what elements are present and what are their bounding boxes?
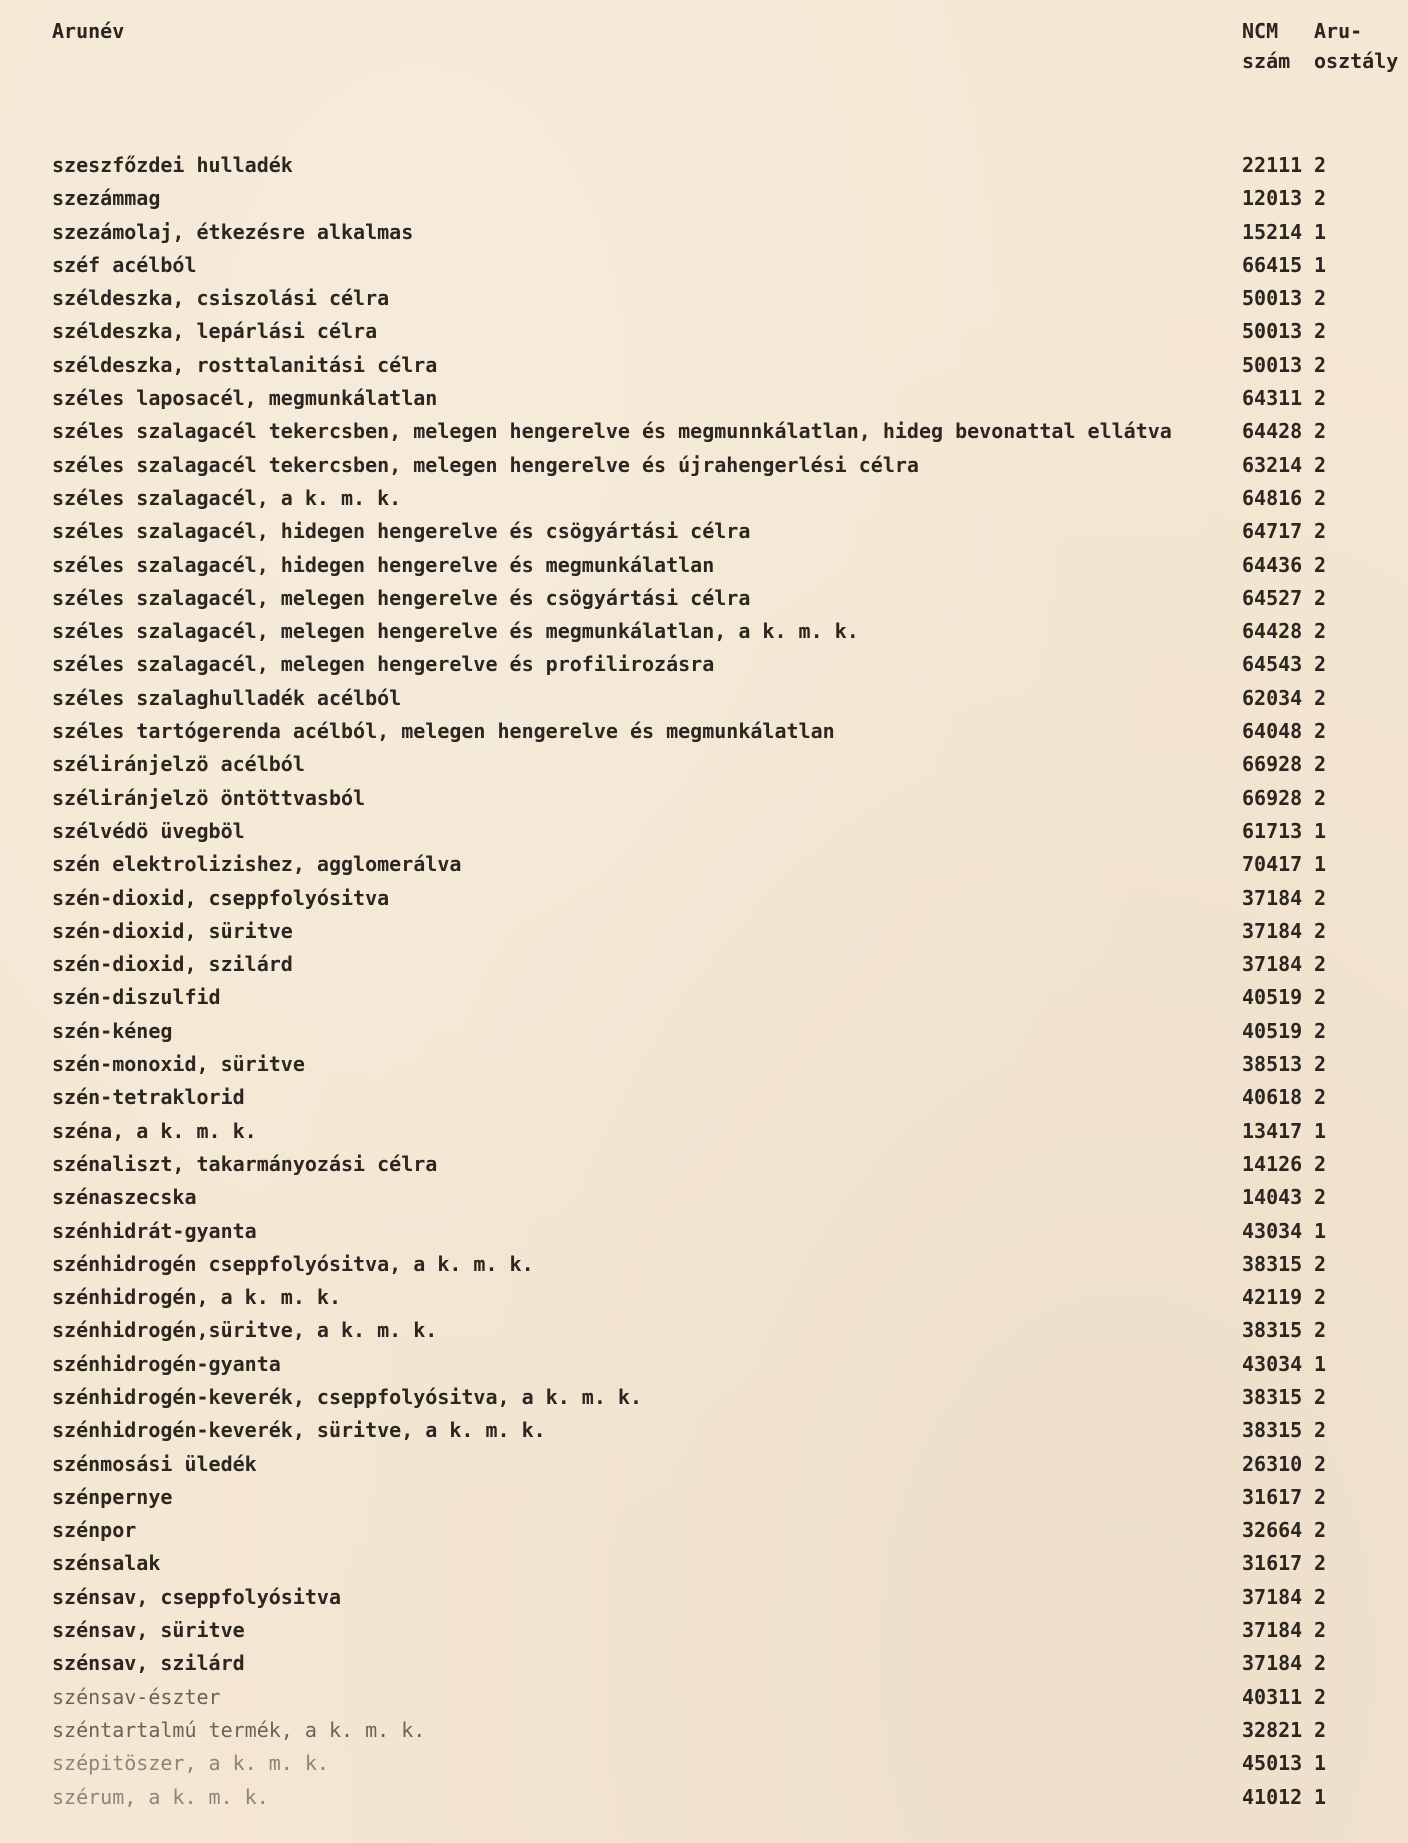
ncm-number: 64543: [1242, 652, 1303, 677]
table-header: [0, 14, 1408, 84]
table-row: [0, 515, 1408, 548]
item-name: szén-diszulfid: [52, 985, 221, 1010]
item-name: szépitöszer, a k. m. k.: [52, 1751, 329, 1776]
table-row: [0, 249, 1408, 282]
table-row: [0, 981, 1408, 1014]
goods-class: 2: [1314, 286, 1327, 311]
goods-class: 2: [1314, 1584, 1327, 1609]
goods-class: 1: [1314, 852, 1327, 877]
ncm-number: 13417: [1242, 1118, 1303, 1143]
goods-class: 2: [1314, 1618, 1327, 1643]
item-name: szénpor: [52, 1518, 137, 1543]
ncm-number: 64527: [1242, 585, 1303, 610]
ncm-number: 50013: [1242, 319, 1303, 344]
item-name: szénaliszt, takarmányozási célra: [52, 1151, 438, 1176]
goods-class: 2: [1314, 752, 1327, 777]
item-name: széldeszka, rosttalanitási célra: [52, 352, 438, 377]
ncm-number: 66415: [1242, 252, 1303, 277]
ncm-number: 63214: [1242, 452, 1303, 477]
item-name: széldeszka, csiszolási célra: [52, 286, 390, 311]
item-name: szénhidrát-gyanta: [52, 1218, 257, 1243]
item-name: széntartalmú termék, a k. m. k.: [52, 1717, 426, 1742]
goods-class: 2: [1314, 585, 1327, 610]
goods-class: 2: [1314, 1684, 1327, 1709]
goods-class: 1: [1314, 1118, 1327, 1143]
goods-class: 2: [1314, 319, 1327, 344]
item-name: széles tartógerenda acélból, melegen hengerelve és megmunkálatlan: [52, 719, 835, 744]
table-row: [0, 549, 1408, 582]
goods-class: 2: [1314, 1285, 1327, 1310]
table-row: [0, 715, 1408, 748]
item-name: széles szalagacél tekercsben, melegen hengerelve és újrahengerlési célra: [52, 452, 919, 477]
goods-class: 2: [1314, 1651, 1327, 1676]
item-name: szénpernye: [52, 1484, 173, 1509]
table-row: [0, 1081, 1408, 1114]
goods-class: 2: [1314, 619, 1327, 644]
item-name: széliránjelzö öntöttvasból: [52, 785, 366, 810]
goods-class: 2: [1314, 452, 1327, 477]
table-row: [0, 1481, 1408, 1514]
item-name: szén-dioxid, süritve: [52, 918, 293, 943]
table-row: [0, 415, 1408, 448]
goods-class: 2: [1314, 1418, 1327, 1443]
table-row: [0, 282, 1408, 315]
table-row: [0, 216, 1408, 249]
table-row: [0, 1115, 1408, 1148]
ncm-number: 66928: [1242, 785, 1303, 810]
goods-class: 2: [1314, 1085, 1327, 1110]
ncm-number: 61713: [1242, 818, 1303, 843]
goods-class: 2: [1314, 719, 1327, 744]
table-row: [0, 149, 1408, 182]
header-ncm-number: [1242, 16, 1292, 76]
table-row: [0, 648, 1408, 681]
table-row: [0, 1248, 1408, 1281]
goods-class: 2: [1314, 419, 1327, 444]
ncm-number: 32664: [1242, 1518, 1303, 1543]
ncm-number: 62034: [1242, 685, 1303, 710]
item-name: széna, a k. m. k.: [52, 1118, 257, 1143]
item-name: szénsav-észter: [52, 1684, 221, 1709]
table-row: [0, 1647, 1408, 1680]
item-name: szénsalak: [52, 1551, 161, 1576]
header-class-line1: Aru-: [1314, 19, 1363, 43]
header-item-name: Arunév: [52, 19, 125, 43]
item-name: szén-tetraklorid: [52, 1085, 245, 1110]
item-name: szénhidrogén cseppfolyósitva, a k. m. k.: [52, 1251, 534, 1276]
ncm-number: 32821: [1242, 1717, 1303, 1742]
table-row: [0, 1215, 1408, 1248]
table-row: [0, 1314, 1408, 1347]
goods-class: 1: [1314, 219, 1327, 244]
ncm-number: 70417: [1242, 852, 1303, 877]
table-row: [0, 1015, 1408, 1048]
table-row: [0, 482, 1408, 515]
goods-class: 2: [1314, 918, 1327, 943]
goods-class: 2: [1314, 1451, 1327, 1476]
goods-class: 2: [1314, 1717, 1327, 1742]
ncm-number: 40618: [1242, 1085, 1303, 1110]
item-name: szénhidrogén-gyanta: [52, 1351, 281, 1376]
goods-class: 2: [1314, 1484, 1327, 1509]
table-row: [0, 1348, 1408, 1381]
goods-class: 2: [1314, 952, 1327, 977]
item-name: szén elektrolizishez, agglomerálva: [52, 852, 462, 877]
ncm-number: 64048: [1242, 719, 1303, 744]
ncm-number: 50013: [1242, 352, 1303, 377]
ncm-number: 43034: [1242, 1218, 1303, 1243]
item-name: széles szalaghulladék acélból: [52, 685, 402, 710]
item-name: széf acélból: [52, 252, 197, 277]
table-row: [0, 1381, 1408, 1414]
goods-class: 2: [1314, 1518, 1327, 1543]
item-name: szénsav, cseppfolyósitva: [52, 1584, 341, 1609]
table-row: [0, 349, 1408, 382]
item-name: széles szalagacél, melegen hengerelve és csögyártási célra: [52, 585, 751, 610]
ncm-number: 45013: [1242, 1751, 1303, 1776]
header-ncm-line2: szám: [1242, 49, 1291, 73]
item-name: szén-monoxid, süritve: [52, 1052, 305, 1077]
goods-class: 2: [1314, 1151, 1327, 1176]
ncm-number: 37184: [1242, 1584, 1303, 1609]
item-name: szénsav, szilárd: [52, 1651, 245, 1676]
goods-class: 1: [1314, 818, 1327, 843]
goods-class: 2: [1314, 352, 1327, 377]
goods-class: 2: [1314, 1052, 1327, 1077]
ncm-number: 26310: [1242, 1451, 1303, 1476]
ncm-number: 64816: [1242, 485, 1303, 510]
ncm-number: 38315: [1242, 1384, 1303, 1409]
goods-class: 2: [1314, 1018, 1327, 1043]
ncm-number: 38315: [1242, 1251, 1303, 1276]
ncm-number: 40311: [1242, 1684, 1303, 1709]
goods-class: 2: [1314, 153, 1327, 177]
ncm-number: 14126: [1242, 1151, 1303, 1176]
ncm-number: 12013: [1242, 186, 1303, 211]
ncm-number: 64428: [1242, 419, 1303, 444]
goods-class: 2: [1314, 1185, 1327, 1210]
table-row: [0, 1048, 1408, 1081]
table-row: [0, 948, 1408, 981]
item-list: [0, 149, 1408, 1814]
ncm-number: 43034: [1242, 1351, 1303, 1376]
table-row: [0, 315, 1408, 348]
item-name: széliránjelzö acélból: [52, 752, 305, 777]
goods-class: 1: [1314, 1751, 1327, 1776]
goods-class: 2: [1314, 1551, 1327, 1576]
ncm-number: 40519: [1242, 985, 1303, 1010]
ncm-number: 38513: [1242, 1052, 1303, 1077]
ncm-number: 41012: [1242, 1784, 1303, 1809]
table-row: [0, 882, 1408, 915]
item-name: szeszfőzdei hulladék: [52, 153, 293, 177]
item-name: szén-dioxid, szilárd: [52, 952, 293, 977]
ncm-number: 42119: [1242, 1285, 1303, 1310]
item-name: szénhidrogén, a k. m. k.: [52, 1285, 341, 1310]
ncm-number: 15214: [1242, 219, 1303, 244]
goods-class: 2: [1314, 652, 1327, 677]
table-row: [0, 615, 1408, 648]
goods-class: 2: [1314, 519, 1327, 544]
item-name: szénhidrogén-keverék, süritve, a k. m. k.: [52, 1418, 546, 1443]
table-row: [0, 1681, 1408, 1714]
ncm-number: 40519: [1242, 1018, 1303, 1043]
header-ncm-line1: NCM: [1242, 19, 1279, 43]
ncm-number: 64428: [1242, 619, 1303, 644]
ncm-number: 38315: [1242, 1418, 1303, 1443]
item-name: szezámolaj, étkezésre alkalmas: [52, 219, 414, 244]
table-row: [0, 1414, 1408, 1447]
goods-class: 2: [1314, 1384, 1327, 1409]
table-row: [0, 815, 1408, 848]
ncm-number: 37184: [1242, 952, 1303, 977]
goods-class: 2: [1314, 186, 1327, 211]
table-row: [0, 1581, 1408, 1614]
header-class-line2: osztály: [1314, 49, 1399, 73]
table-row: [0, 1714, 1408, 1747]
item-name: szérum, a k. m. k.: [52, 1784, 269, 1809]
table-row: [0, 382, 1408, 415]
table-row: [0, 1547, 1408, 1580]
ncm-number: 50013: [1242, 286, 1303, 311]
item-name: szénmosási üledék: [52, 1451, 257, 1476]
goods-class: 2: [1314, 386, 1327, 411]
goods-class: 2: [1314, 885, 1327, 910]
ncm-number: 38315: [1242, 1318, 1303, 1343]
item-name: széles szalagacél, melegen hengerelve és profilirozásra: [52, 652, 715, 677]
goods-class: 2: [1314, 985, 1327, 1010]
item-name: szén-kéneg: [52, 1018, 173, 1043]
item-name: széles laposacél, megmunkálatlan: [52, 386, 438, 411]
goods-class: 1: [1314, 252, 1327, 277]
ncm-number: 37184: [1242, 1618, 1303, 1643]
table-row: [0, 1448, 1408, 1481]
ncm-number: 64717: [1242, 519, 1303, 544]
goods-class: 1: [1314, 1218, 1327, 1243]
goods-class: 2: [1314, 552, 1327, 577]
goods-class: 2: [1314, 485, 1327, 510]
table-row: [0, 1181, 1408, 1214]
table-row: [0, 1781, 1408, 1814]
item-name: széles szalagacél, a k. m. k.: [52, 485, 402, 510]
goods-class: 2: [1314, 685, 1327, 710]
ncm-number: 37184: [1242, 1651, 1303, 1676]
table-row: [0, 1747, 1408, 1780]
item-name: széles szalagacél tekercsben, melegen hengerelve és megmunnkálatlan, hideg bevonattal ellátva: [52, 419, 1172, 444]
table-row: [0, 449, 1408, 482]
ncm-number: 31617: [1242, 1484, 1303, 1509]
table-row: [0, 915, 1408, 948]
goods-class: 2: [1314, 785, 1327, 810]
table-row: [0, 682, 1408, 715]
table-row: [0, 1614, 1408, 1647]
table-row: [0, 748, 1408, 781]
table-row: [0, 182, 1408, 215]
item-name: széles szalagacél, hidegen hengerelve és csögyártási célra: [52, 519, 751, 544]
header-goods-class: [1314, 16, 1406, 76]
item-name: szélvédö üvegböl: [52, 818, 245, 843]
table-row: [0, 1514, 1408, 1547]
item-name: széles szalagacél, hidegen hengerelve és megmunkálatlan: [52, 552, 715, 577]
ncm-number: 64436: [1242, 552, 1303, 577]
table-row: [0, 1281, 1408, 1314]
item-name: széles szalagacél, melegen hengerelve és megmunkálatlan, a k. m. k.: [52, 619, 859, 644]
item-name: szénsav, süritve: [52, 1618, 245, 1643]
ncm-number: 31617: [1242, 1551, 1303, 1576]
ncm-number: 37184: [1242, 885, 1303, 910]
item-name: szén-dioxid, cseppfolyósitva: [52, 885, 390, 910]
ncm-number: 22111: [1242, 153, 1303, 177]
item-name: szezámmag: [52, 186, 161, 211]
ncm-number: 66928: [1242, 752, 1303, 777]
table-row: [0, 782, 1408, 815]
goods-class: 1: [1314, 1351, 1327, 1376]
item-name: szénhidrogén-keverék, cseppfolyósitva, a k. m. k.: [52, 1384, 643, 1409]
table-row: [0, 848, 1408, 881]
ncm-number: 37184: [1242, 918, 1303, 943]
goods-class: 1: [1314, 1784, 1327, 1809]
goods-class: 2: [1314, 1251, 1327, 1276]
table-row: [0, 1148, 1408, 1181]
ncm-number: 14043: [1242, 1185, 1303, 1210]
item-name: széldeszka, lepárlási célra: [52, 319, 378, 344]
ncm-number: 64311: [1242, 386, 1303, 411]
table-row: [0, 582, 1408, 615]
item-name: szénhidrogén,süritve, a k. m. k.: [52, 1318, 438, 1343]
goods-class: 2: [1314, 1318, 1327, 1343]
item-name: szénaszecska: [52, 1185, 197, 1210]
